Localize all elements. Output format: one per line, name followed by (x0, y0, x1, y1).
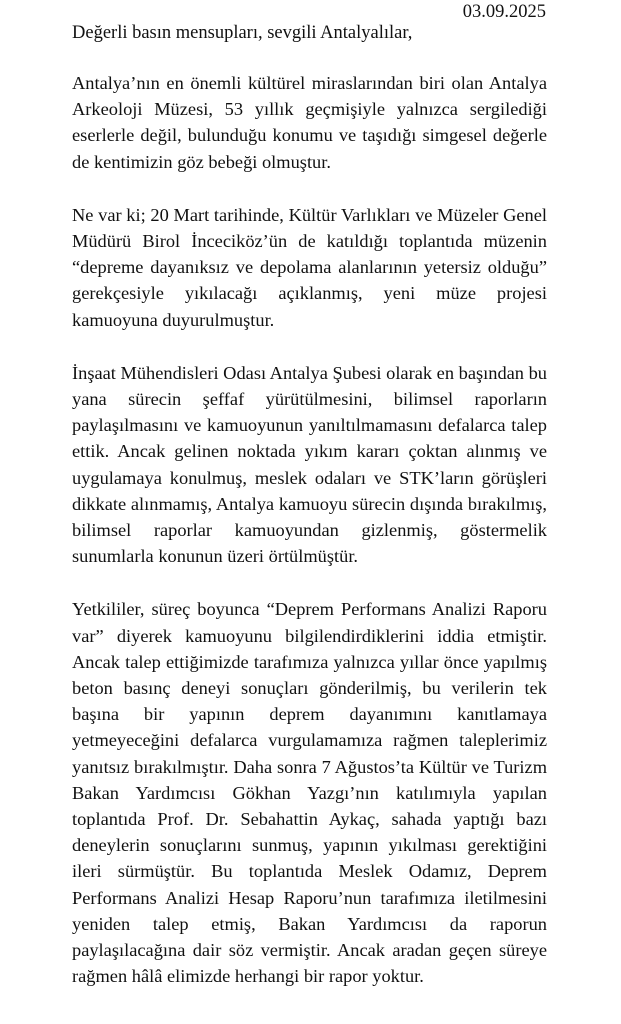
paragraph-museum-heritage: Antalya’nın en önemli kültürel miraslarından biri olan Antalya Arkeoloji Müzesi, 53 yıllık geçmişiyle yalnızca sergilediği eserlerle değil, bulunduğu konumu ve taşıdığı simgesel değerle de kentimizin göz bebeği olmuştur. (72, 73, 547, 172)
paragraph-chamber-demands: İnşaat Mühendisleri Odası Antalya Şubesi olarak en başından bu yana sürecin şeffaf yürütülmesini, bilimsel raporların paylaşılmasını ve kamuoyunun yanıltılmamasını defalarca talep ettik. Ancak gelinen noktada yıkım kararı çoktan alınmış ve uygulamaya konulmuş, meslek odaları ve STK’ların görüşleri dikkate alınmamış, Antalya kamuoyu sürecin dışında bırakılmış, bilimsel raporlar kamuoyundan gizlenmiş, göstermelik sunumlarla konunun üzeri örtülmüştür. (72, 362, 547, 567)
paragraph-performance-report: Yetkililer, süreç boyunca “Deprem Performans Analizi Raporu var” diyerek kamuoyunu bilgilendirdiklerini iddia etmiştir. Ancak talep ettiğimizde tarafımıza yalnızca yıllar önce yapılmış beton basınç deneyi sonuçları gönderilmiş, bu verilerin tek başına bir yapının deprem dayanımını kanıtlamaya yetmeyeceğini defalarca vurgulamamıza rağmen taleplerimiz yanıtsız bırakılmıştır. Daha sonra 7 Ağustos’ta Kültür ve Turizm Bakan Yardımcısı Gökhan Yazgı’nın katılımıyla yapılan toplantıda Prof. Dr. Sebahattin Aykaç, sahada yaptığı bazı deneylerin sonuçlarını sunmuş, yapının yıkılması gerektiğini ileri sürmüştür. Bu toplantıda Meslek Odamız, Deprem Performans Analizi Hesap Raporu’nun tarafımıza iletilmesini yeniden talep etmiş, Bakan Yardımcısı da raporun paylaşılacağına dair söz vermiştir. Ancak aradan geçen süreye rağmen hâlâ elimizde herhangi bir rapor yoktur. (72, 599, 547, 987)
document-body (72, 70, 547, 1017)
salutation: Değerli basın mensupları, sevgili Antalyalılar, (72, 23, 413, 43)
paragraph-demolition-announcement: Ne var ki; 20 Mart tarihinde, Kültür Varlıkları ve Müzeler Genel Müdürü Birol İnceciköz’ün de katıldığı toplantıda müzenin “depreme dayanıksız ve depolama alanlarının yetersiz olduğu” gerekçesiyle yıkılacağı açıklanmış, yeni müze projesi kamuoyuna duyurulmuştur. (72, 204, 547, 330)
document-date: 03.09.2025 (462, 2, 546, 22)
